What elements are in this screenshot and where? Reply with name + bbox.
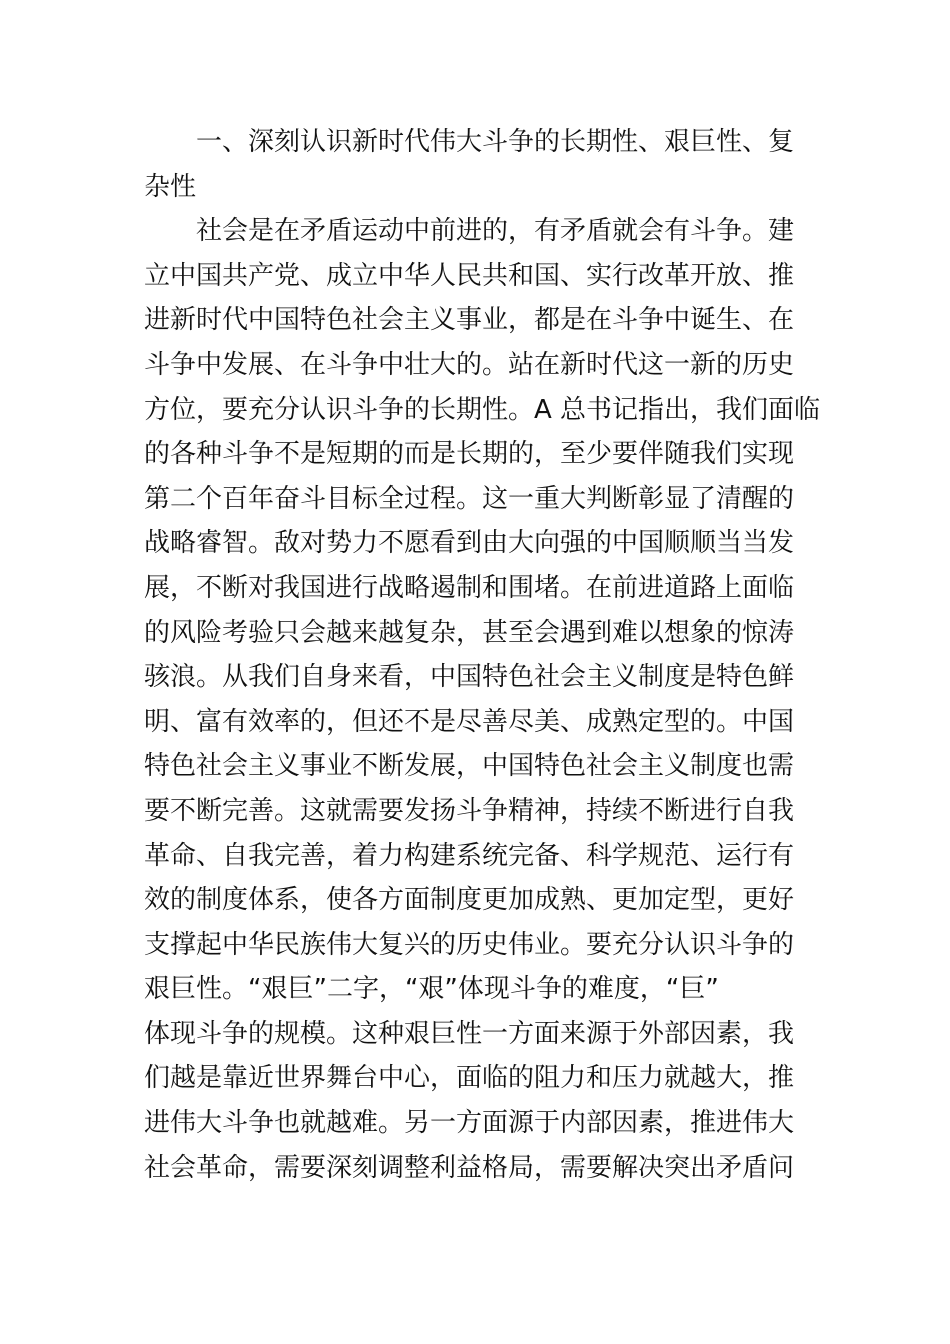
- paragraph-line-11: 骇浪。从我们自身来看，中国特色社会主义制度是特色鲜: [144, 662, 795, 693]
- document-body: [144, 120, 821, 1190]
- paragraph-line-1: 社会是在矛盾运动中前进的，有矛盾就会有斗争。建: [196, 216, 795, 247]
- paragraph-line-3: 进新时代中国特色社会主义事业，都是在斗争中诞生、在: [144, 305, 795, 336]
- paragraph-line-13: 特色社会主义事业不断发展，中国特色社会主义制度也需: [144, 751, 795, 782]
- heading-line-2: 杂性: [144, 171, 197, 202]
- paragraph-line-4: 斗争中发展、在斗争中壮大的。站在新时代这一新的历史: [144, 349, 795, 380]
- paragraph-line-5: 方位，要充分认识斗争的长期性。A 总书记指出，我们面临: [144, 394, 821, 425]
- paragraph-line-17: 支撑起中华民族伟大复兴的历史伟业。要充分认识斗争的: [144, 929, 795, 960]
- paragraph-line-8: 战略睿智。敌对势力不愿看到由大向强的中国顺顺当当发: [144, 528, 795, 559]
- paragraph-line-9: 展，不断对我国进行战略遏制和围堵。在前进道路上面临: [144, 572, 795, 603]
- paragraph-line-21: 进伟大斗争也就越难。另一方面源于内部因素，推进伟大: [144, 1108, 795, 1139]
- paragraph-line-18: 艰巨性。“艰巨”二字，“艰”体现斗争的难度，“巨”: [144, 974, 719, 1005]
- paragraph-line-22: 社会革命，需要深刻调整利益格局，需要解决突出矛盾问: [144, 1152, 795, 1183]
- paragraph-line-7: 第二个百年奋斗目标全过程。这一重大判断彰显了清醒的: [144, 483, 795, 514]
- paragraph-line-15: 革命、自我完善，着力构建系统完备、科学规范、运行有: [144, 840, 795, 871]
- paragraph-line-12: 明、富有效率的，但还不是尽善尽美、成熟定型的。中国: [144, 706, 795, 737]
- paragraph-line-6: 的各种斗争不是短期的而是长期的，至少要伴随我们实现: [144, 439, 795, 470]
- paragraph-line-10: 的风险考验只会越来越复杂，甚至会遇到难以想象的惊涛: [144, 617, 795, 648]
- paragraph-line-16: 效的制度体系，使各方面制度更加成熟、更加定型，更好: [144, 885, 795, 916]
- paragraph-line-14: 要不断完善。这就需要发扬斗争精神，持续不断进行自我: [144, 795, 795, 826]
- paragraph-line-20: 们越是靠近世界舞台中心，面临的阻力和压力就越大，推: [144, 1063, 795, 1094]
- paragraph-line-19: 体现斗争的规模。这种艰巨性一方面来源于外部因素，我: [144, 1018, 795, 1049]
- heading-line-1: 一、深刻认识新时代伟大斗争的长期性、艰巨性、复: [196, 127, 795, 157]
- paragraph-line-2: 立中国共产党、成立中华人民共和国、实行改革开放、推: [144, 260, 795, 291]
